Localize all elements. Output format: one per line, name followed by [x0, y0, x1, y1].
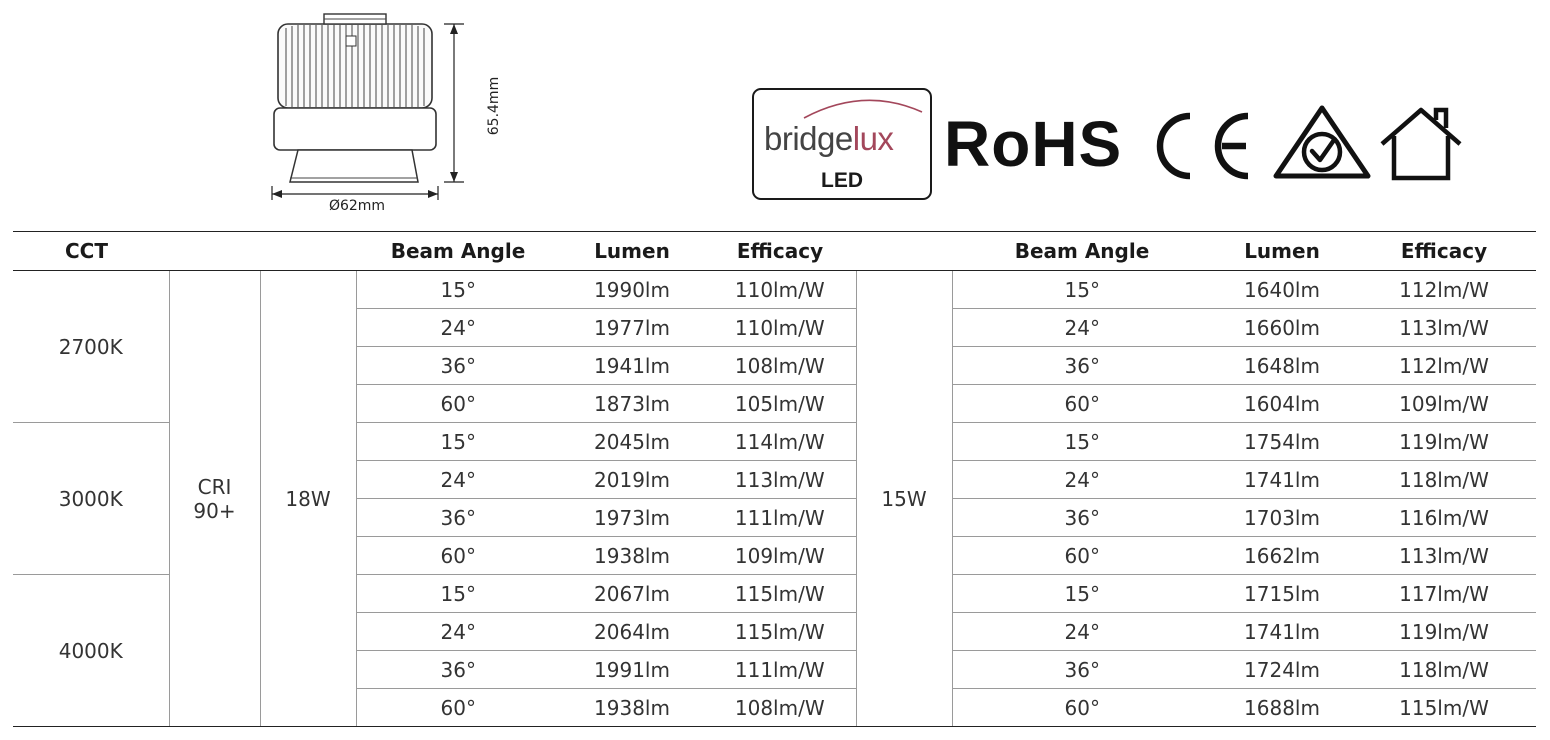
table-header-row	[13, 232, 1536, 271]
product-drawing	[262, 10, 502, 220]
diameter-dimension-label: Ø62mm	[328, 198, 386, 214]
header-power-18w	[260, 232, 356, 271]
efficacy-cell: 114lm/W	[704, 423, 856, 461]
efficacy-cell: 115lm/W	[704, 575, 856, 613]
cct-cell: 2700K	[13, 271, 169, 423]
efficacy-cell: 116lm/W	[1352, 499, 1536, 537]
beam-angle-cell: 24°	[356, 309, 560, 347]
bridgelux-led-logo	[752, 88, 932, 200]
efficacy-cell: 112lm/W	[1352, 347, 1536, 385]
efficacy-cell: 108lm/W	[704, 689, 856, 727]
lumen-cell: 1648lm	[1212, 347, 1352, 385]
header-beam-angle-18w: Beam Angle	[356, 232, 560, 271]
led-module-outline-icon	[262, 10, 492, 220]
power-18w-cell: 18W	[260, 271, 356, 727]
efficacy-cell: 118lm/W	[1352, 651, 1536, 689]
lumen-cell: 1973lm	[560, 499, 704, 537]
beam-angle-cell: 60°	[356, 689, 560, 727]
cri-value: 90+	[193, 498, 236, 523]
beam-angle-cell: 36°	[356, 651, 560, 689]
efficacy-cell: 108lm/W	[704, 347, 856, 385]
efficacy-cell: 110lm/W	[704, 271, 856, 309]
lumen-cell: 1660lm	[1212, 309, 1352, 347]
beam-angle-cell: 60°	[952, 537, 1212, 575]
lumen-cell: 1640lm	[1212, 271, 1352, 309]
efficacy-cell: 113lm/W	[1352, 309, 1536, 347]
lumen-cell: 2067lm	[560, 575, 704, 613]
beam-angle-cell: 15°	[952, 271, 1212, 309]
efficacy-cell: 109lm/W	[704, 537, 856, 575]
cct-cell: 4000K	[13, 575, 169, 727]
efficacy-cell: 119lm/W	[1352, 613, 1536, 651]
lumen-cell: 1741lm	[1212, 461, 1352, 499]
efficacy-cell: 111lm/W	[704, 499, 856, 537]
header-efficacy-15w: Efficacy	[1352, 232, 1536, 271]
lumen-cell: 1873lm	[560, 385, 704, 423]
lumen-cell: 2045lm	[560, 423, 704, 461]
header-beam-angle-15w: Beam Angle	[952, 232, 1212, 271]
lumen-cell: 1688lm	[1212, 689, 1352, 727]
lumen-cell: 1724lm	[1212, 651, 1352, 689]
header-cct: CCT	[13, 232, 169, 271]
efficacy-cell: 115lm/W	[704, 613, 856, 651]
efficacy-cell: 112lm/W	[1352, 271, 1536, 309]
lumen-cell: 1741lm	[1212, 613, 1352, 651]
beam-angle-cell: 15°	[356, 423, 560, 461]
cri-cell	[169, 271, 260, 727]
beam-angle-cell: 36°	[356, 499, 560, 537]
bridgelux-led-label: LED	[821, 169, 863, 192]
cri-label: CRI	[197, 474, 232, 499]
efficacy-cell: 117lm/W	[1352, 575, 1536, 613]
spec-table	[13, 231, 1536, 727]
beam-angle-cell: 24°	[952, 613, 1212, 651]
beam-angle-cell: 60°	[356, 537, 560, 575]
beam-angle-cell: 15°	[356, 575, 560, 613]
header-power-15w	[856, 232, 952, 271]
lumen-cell: 1941lm	[560, 347, 704, 385]
lumen-cell: 2064lm	[560, 613, 704, 651]
header-lumen-18w: Lumen	[560, 232, 704, 271]
efficacy-cell: 115lm/W	[1352, 689, 1536, 727]
beam-angle-cell: 15°	[952, 423, 1212, 461]
header-lumen-15w: Lumen	[1212, 232, 1352, 271]
lumen-cell: 2019lm	[560, 461, 704, 499]
header-cri	[169, 232, 260, 271]
beam-angle-cell: 15°	[356, 271, 560, 309]
efficacy-cell: 118lm/W	[1352, 461, 1536, 499]
lumen-cell: 1703lm	[1212, 499, 1352, 537]
efficacy-cell: 109lm/W	[1352, 385, 1536, 423]
beam-angle-cell: 36°	[952, 347, 1212, 385]
lumen-cell: 1991lm	[560, 651, 704, 689]
beam-angle-cell: 24°	[952, 461, 1212, 499]
header-efficacy-18w: Efficacy	[704, 232, 856, 271]
efficacy-cell: 119lm/W	[1352, 423, 1536, 461]
efficacy-cell: 113lm/W	[704, 461, 856, 499]
beam-angle-cell: 36°	[952, 651, 1212, 689]
power-15w-cell: 15W	[856, 271, 952, 727]
lumen-cell: 1990lm	[560, 271, 704, 309]
lumen-cell: 1715lm	[1212, 575, 1352, 613]
table-row	[13, 271, 1536, 309]
height-dimension-label: 65.4mm	[486, 76, 502, 136]
lumen-cell: 1754lm	[1212, 423, 1352, 461]
lumen-cell: 1662lm	[1212, 537, 1352, 575]
beam-angle-cell: 15°	[952, 575, 1212, 613]
ce-mark-icon	[1156, 112, 1260, 180]
lumen-cell: 1604lm	[1212, 385, 1352, 423]
bridgelux-wordmark: bridgelux	[764, 120, 894, 157]
efficacy-cell: 113lm/W	[1352, 537, 1536, 575]
indoor-house-icon	[1378, 106, 1464, 182]
lumen-cell: 1938lm	[560, 537, 704, 575]
efficacy-cell: 105lm/W	[704, 385, 856, 423]
beam-angle-cell: 60°	[356, 385, 560, 423]
rcm-mark-icon	[1272, 104, 1372, 184]
lumen-cell: 1938lm	[560, 689, 704, 727]
beam-angle-cell: 24°	[356, 613, 560, 651]
efficacy-cell: 111lm/W	[704, 651, 856, 689]
lumen-cell: 1977lm	[560, 309, 704, 347]
cct-cell: 3000K	[13, 423, 169, 575]
beam-angle-cell: 24°	[952, 309, 1212, 347]
efficacy-cell: 110lm/W	[704, 309, 856, 347]
beam-angle-cell: 60°	[952, 385, 1212, 423]
beam-angle-cell: 36°	[356, 347, 560, 385]
beam-angle-cell: 24°	[356, 461, 560, 499]
rohs-mark: RoHS	[944, 108, 1123, 180]
beam-angle-cell: 60°	[952, 689, 1212, 727]
beam-angle-cell: 36°	[952, 499, 1212, 537]
